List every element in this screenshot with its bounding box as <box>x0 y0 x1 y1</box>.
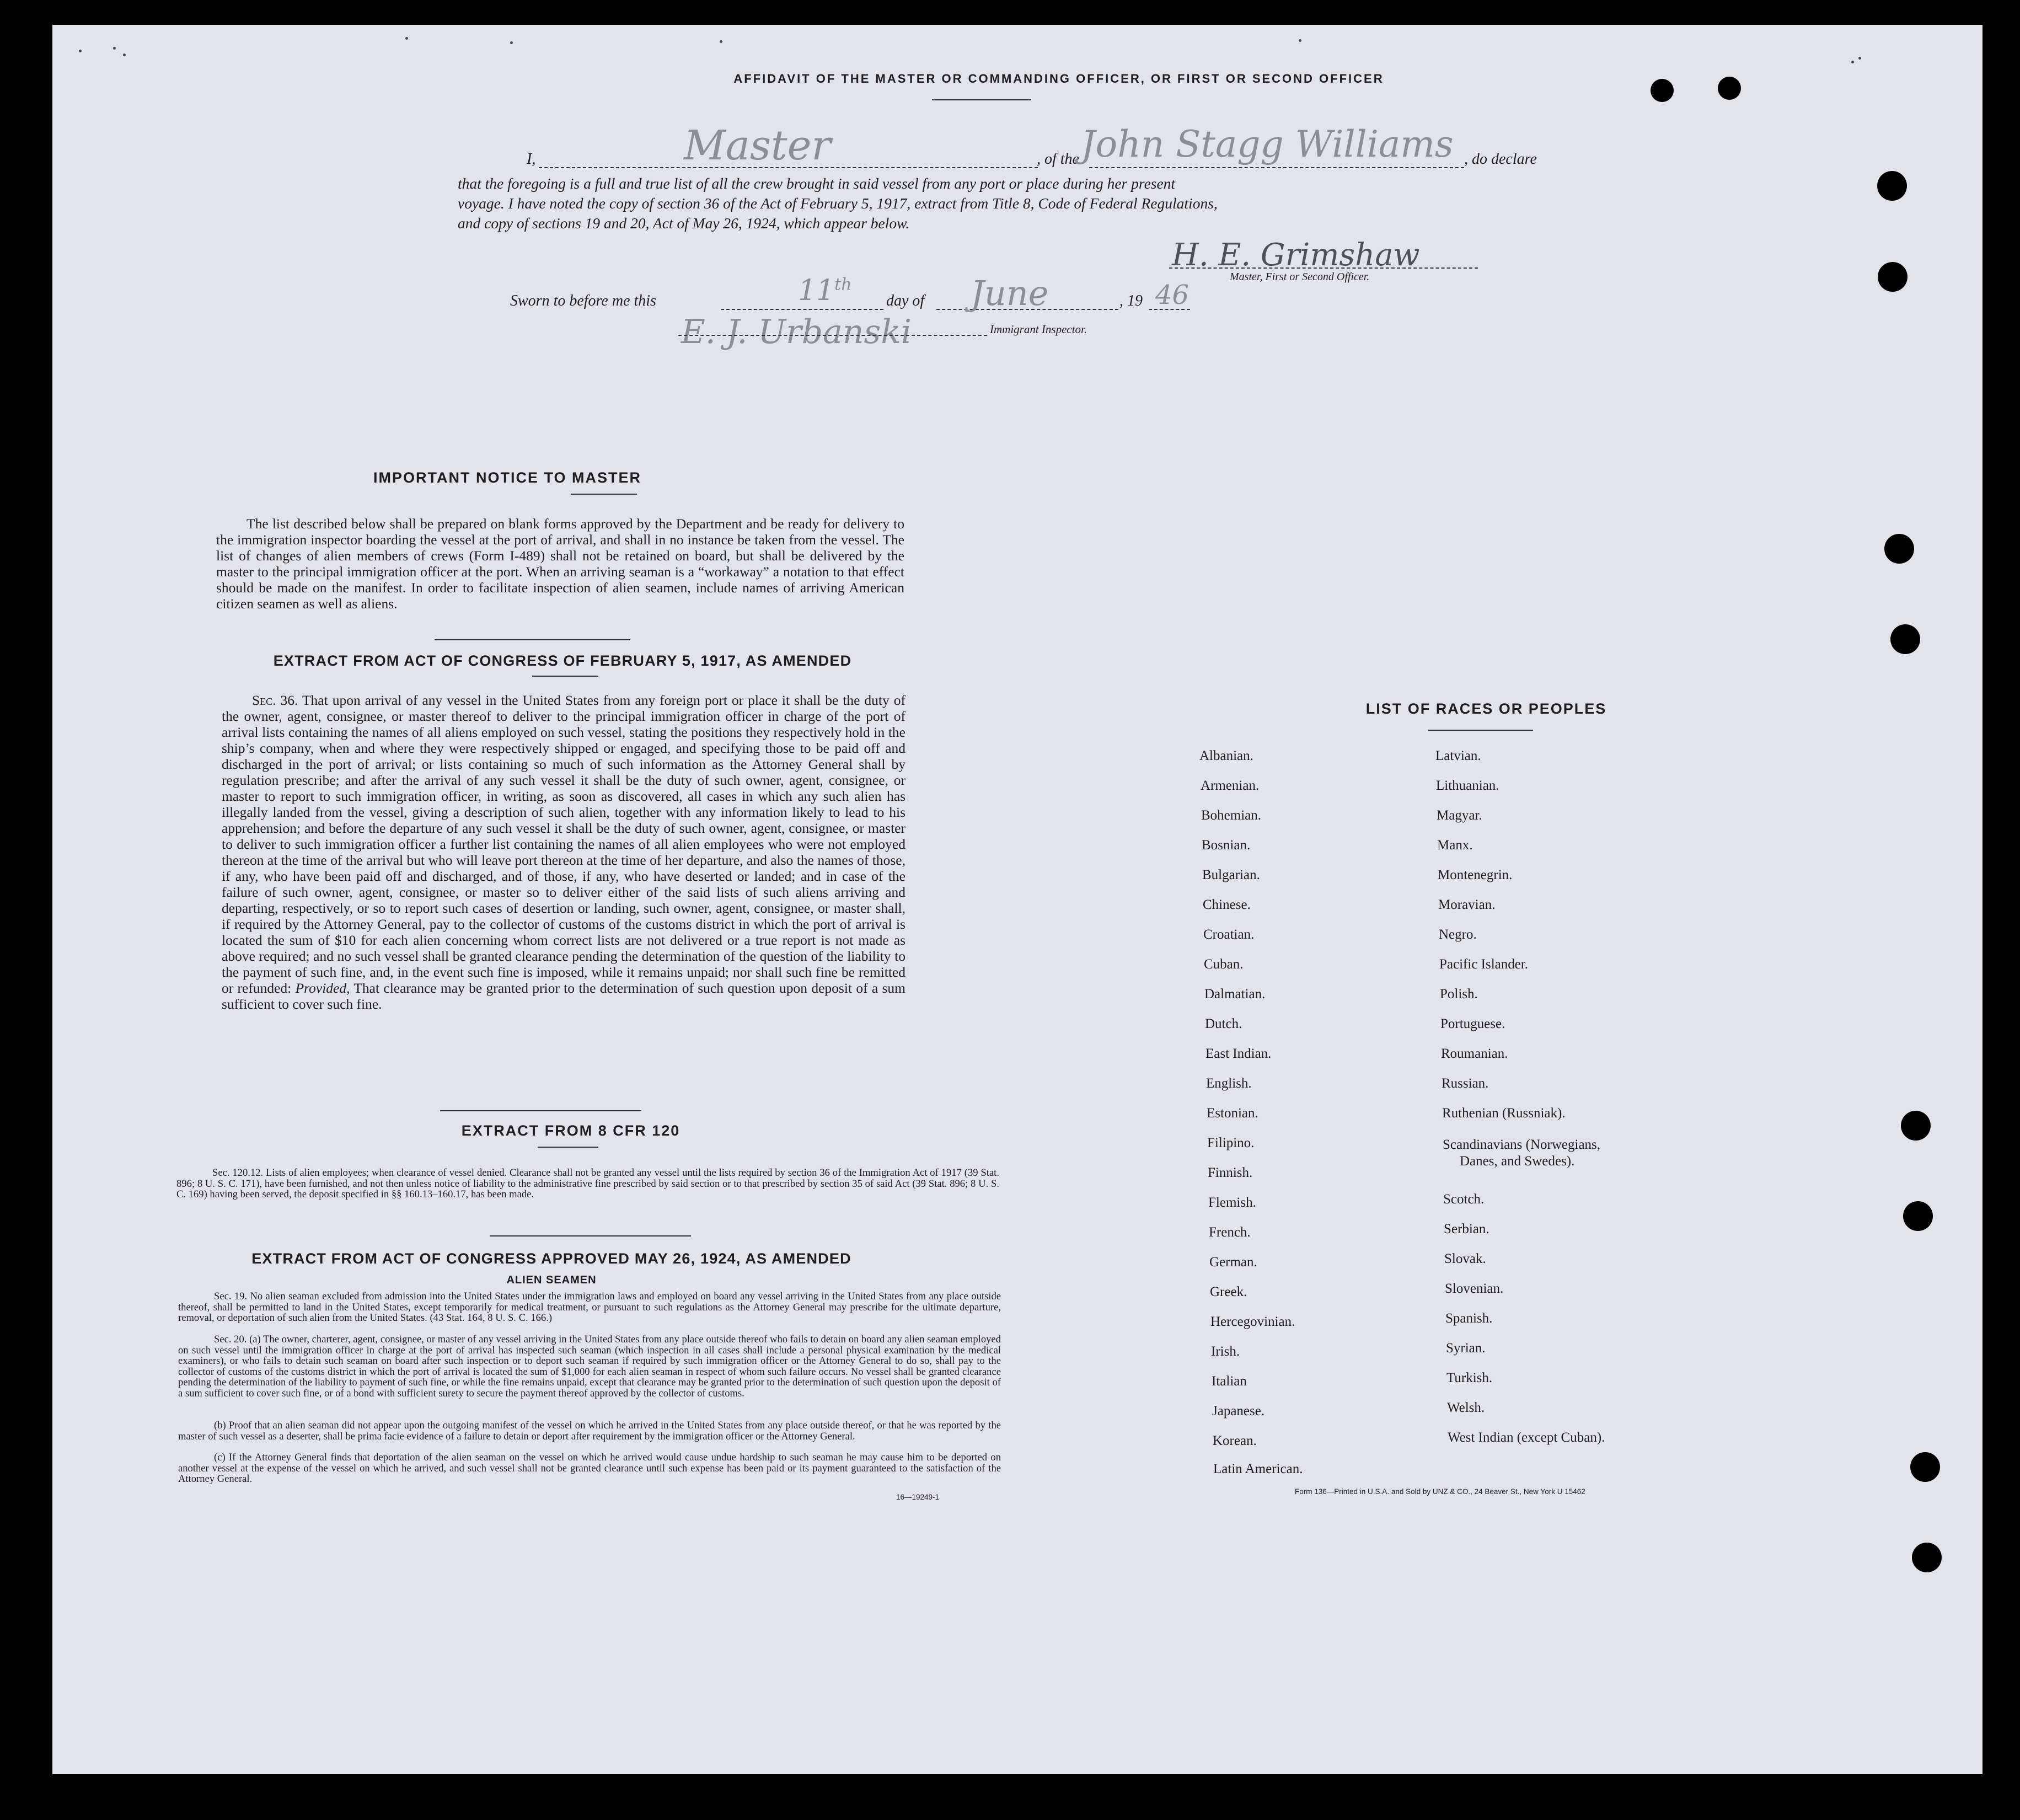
race-item: Armenian. <box>1201 778 1260 793</box>
officer-signature: H. E. Grimshaw <box>1172 237 1420 273</box>
race-item: West Indian (except Cuban). <box>1448 1430 1605 1445</box>
race-item: Finnish. <box>1208 1165 1253 1180</box>
race-item: Turkish. <box>1446 1371 1493 1385</box>
day-blank <box>721 309 883 310</box>
extract-cfr-separator <box>490 1235 691 1236</box>
officer-signature-line <box>1169 267 1478 269</box>
affidavit-title-rule <box>932 99 1031 100</box>
punch-hole <box>1651 79 1674 102</box>
dust-speck <box>1299 39 1301 42</box>
race-item: Ruthenian (Russniak). <box>1442 1106 1566 1121</box>
race-item: Italian <box>1212 1374 1247 1389</box>
affidavit-text-line-2: voyage. I have noted the copy of section 36 of the Act of February 5, 1917, extract from Title 8, Code of Federal Regulations, <box>458 195 1218 212</box>
race-item: Negro. <box>1439 927 1477 942</box>
form-footer: Form 136—Printed in U.S.A. and Sold by UNZ & CO., 24 Beaver St., New York U 15462 <box>1295 1487 1585 1496</box>
race-item: German. <box>1209 1255 1257 1270</box>
notice-title-rule <box>571 494 637 495</box>
punch-hole <box>1901 1111 1931 1141</box>
race-item: Slovenian. <box>1445 1281 1504 1296</box>
vessel-blank <box>1089 167 1464 168</box>
handwritten-day <box>798 274 852 307</box>
race-item: Cuban. <box>1204 957 1244 972</box>
race-item: Pacific Islander. <box>1439 957 1529 972</box>
race-item: Magyar. <box>1437 808 1482 823</box>
race-item: Dalmatian. <box>1204 987 1266 1002</box>
inspector-signature-line <box>678 335 987 336</box>
officer-signature-caption: Master, First or Second Officer. <box>1230 271 1370 283</box>
punch-hole <box>1912 1543 1942 1572</box>
race-item: Lithuanian. <box>1436 778 1499 793</box>
dust-speck <box>720 40 722 43</box>
race-item: Bohemian. <box>1201 808 1262 823</box>
section-36-text-b: That clearance may be granted prior to the determination of such question upon deposit of a sum sufficient to cover such fine. <box>222 980 906 1012</box>
race-item: Bulgarian. <box>1202 868 1260 882</box>
race-item: Estonian. <box>1207 1106 1258 1121</box>
race-item: Dutch. <box>1205 1016 1242 1031</box>
extract-1924-section-20c: (c) If the Attorney General finds that deportation of the alien seaman on the vessel on which he arrived would cause undue hardship to such seaman he may cause him to be deported on another vessel at the expense of the vessel on which he arrived, and such vessel shall not be granted clearance until such expense has been paid or its payment guaranteed to the satisfaction of the Attorney General. <box>178 1452 1001 1485</box>
notice-separator <box>435 639 630 640</box>
race-item: Portuguese. <box>1440 1016 1505 1031</box>
day-of-label: day of <box>886 292 925 309</box>
race-item: Danes, and Swedes). <box>1460 1154 1575 1169</box>
race-item: Hercegovinian. <box>1210 1314 1295 1329</box>
inspector-caption: Immigrant Inspector. <box>990 323 1087 336</box>
affidavit-i-label: I, <box>527 151 536 168</box>
race-item: Latvian. <box>1435 748 1481 763</box>
handwritten-vessel-name: John Stagg Williams <box>1081 123 1454 165</box>
extract-1917-section-36 <box>222 692 905 1012</box>
extract-1917-separator <box>440 1110 641 1111</box>
dust-speck <box>1851 61 1854 63</box>
section-36-text-a: That upon arrival of any vessel in the United States from any foreign port or place it shall be the duty of the owner, agent, consignee, or master thereof to deliver to the principal immigration officer in charge of the port of arrival lists containing the names of all aliens employed on such vessel, stating the positions they respectively hold in the ship’s company, when and where they were respectively shipped or engaged, and specifying those to be paid off and discharged in the port of arrival; or lists containing so much of such information as the Attorney General shall by regulation prescribe; and after the arrival of any such vessel it shall be the duty of such owner, agent, consignee, or master to report to such immigration officer, in writing, as soon as discovered, all cases in which any such alien has illegally landed from the vessel, giving a description of such alien, together with any information likely to lead to his apprehension; and before the departure of any such vessel it shall be the duty of such owner, agent, consignee, or master to deliver to such immigration officer a further list containing the names of all alien employees who were not employed thereon at the time of the arrival but who will leave port thereon at the time of her departure, and also the names of those, if any, who have been paid off and discharged, and of those, if any, who have deserted or landed; and in case of the failure of such owner, agent, consignee, or master so to deliver either of the said lists of such aliens arriving and departing, respectively, or so to report such cases of desertion or landing, such owner, agent, consignee, or master shall, if required by the Attorney General, pay to the collector of customs of the customs district in which the port of arrival is located the sum of $10 for each alien concerning whom correct lists are not delivered or a true report is not made as above required; and no such vessel shall be granted clearance pending the determination of the question of the liability to the payment of such fine, and, in the event such fine is imposed, while it remains unpaid; nor shall such fine be remitted or refunded: <box>222 692 905 996</box>
punch-hole <box>1890 624 1920 654</box>
notice-title: IMPORTANT NOTICE TO MASTER <box>373 469 641 486</box>
dust-speck <box>113 47 116 50</box>
punch-hole <box>1718 77 1741 100</box>
dust-speck <box>79 50 82 52</box>
provided-word: Provided, <box>295 980 350 996</box>
race-item: Manx. <box>1437 838 1473 853</box>
inspector-signature: E. J. Urbanski <box>681 313 912 351</box>
sworn-label: Sworn to before me this <box>510 292 656 309</box>
race-item: Bosnian. <box>1202 838 1251 853</box>
dust-speck <box>405 37 408 40</box>
race-item: Chinese. <box>1203 897 1251 912</box>
extract-cfr-text: Sec. 120.12. Lists of alien employees; when clearance of vessel denied. Clearance shall not be granted any vessel until the lists required by section 36 of the Immigration Act of 1917 (39 Stat. 896; 8 U. S. C. 171), have been furnished, and not then unless notice of liability to the administrative fine prescribed by said section or to that prescribed by section 35 of said Act (39 Stat. 896; 8 U. S. C. 169) having been served, the deposit specified in §§ 160.13–160.17, has been made. <box>176 1167 999 1200</box>
notice-text: The list described below shall be prepared on blank forms approved by the Department and be ready for delivery to the immigration inspector boarding the vessel at the port of arrival, and shall in no instance be taken from the vessel. The list of changes of alien members of crews (Form I-489) shall not be retained on board, but shall be delivered by the master to the principal immigration officer at the port. When an arriving seaman is a “workaway” a notation to that effect should be made on the manifest. In order to facilitate inspection of alien seamen, include names of arriving American citizen seamen as well as aliens. <box>216 516 904 612</box>
affidavit-text-line-3: and copy of sections 19 and 20, Act of May 26, 1924, which appear below. <box>458 215 910 232</box>
race-item: Albanian. <box>1199 748 1253 763</box>
punch-hole <box>1903 1201 1933 1231</box>
affidavit-do-declare-label: , do declare <box>1464 151 1537 168</box>
races-title: LIST OF RACES OR PEOPLES <box>1365 700 1607 717</box>
punch-hole <box>1884 534 1914 564</box>
race-item: Korean. <box>1213 1433 1257 1448</box>
form-code: 16—19249-1 <box>896 1493 940 1501</box>
punch-hole <box>1878 262 1908 292</box>
race-item: Moravian. <box>1438 897 1496 912</box>
handwritten-day-suffix: th <box>834 275 852 295</box>
extract-cfr-title-rule <box>538 1147 598 1148</box>
race-item: Slovak. <box>1444 1251 1486 1266</box>
extract-1917-title-rule <box>532 676 598 677</box>
punch-hole <box>1877 171 1907 201</box>
punch-hole <box>1910 1452 1940 1482</box>
year-prefix-label: , 19 <box>1119 292 1143 309</box>
handwritten-rank: Master <box>684 122 831 169</box>
handwritten-year: 46 <box>1155 280 1190 311</box>
race-item: Irish. <box>1211 1344 1240 1359</box>
races-title-rule <box>1428 730 1533 731</box>
race-item: Roumanian. <box>1441 1046 1508 1061</box>
race-item: Montenegrin. <box>1438 868 1513 882</box>
dust-speck <box>510 41 513 44</box>
document-page <box>52 25 1983 1774</box>
race-item: Welsh. <box>1447 1400 1485 1415</box>
extract-1924-section-20a: Sec. 20. (a) The owner, charterer, agent, consignee, or master of any vessel arriving in the United States from any place outside thereof who fails to detain on board any alien seaman employed on such vessel until the immigration officer in charge at the port of arrival has inspected such seaman (which inspection in all cases shall include a personal physical examination by the medical examiners), or who fails to detain such seaman on board after such inspection or to deport such seaman if required by such immigration officer or the Attorney General to do so, shall pay to the collector of customs of the customs district in which the port of arrival is located the sum of $1,000 for each alien seaman in respect of whom such failure occurs. No vessel shall be granted clearance pending the determination of the liability to payment of such fine, or while the fine remains unpaid, except that clearance may be granted prior to the determination of such question upon the deposit of a sum sufficient to cover such fine, or of a bond with sufficient surety to secure the payment thereof approved by the collector of customs. <box>178 1334 1001 1399</box>
race-item: Flemish. <box>1208 1195 1256 1210</box>
race-item: East Indian. <box>1205 1046 1272 1061</box>
race-item: Japanese. <box>1212 1404 1265 1418</box>
race-item: English. <box>1206 1076 1252 1091</box>
extract-1924-section-20b: (b) Proof that an alien seaman did not appear upon the outgoing manifest of the vessel on which he arrived in the United States from any place outside thereof, or that he was reported by the master of such vessel as a deserter, shall be prima facie evidence of a failure to detain or deport after requirement by the immigration officer or the Attorney General. <box>178 1420 1001 1442</box>
race-item: Scandinavians (Norwegians, <box>1443 1137 1601 1152</box>
extract-1917-title: EXTRACT FROM ACT OF CONGRESS OF FEBRUARY 5, 1917, AS AMENDED <box>273 652 852 669</box>
extract-cfr-title: EXTRACT FROM 8 CFR 120 <box>461 1122 681 1139</box>
extract-1924-section-19: Sec. 19. No alien seaman excluded from admission into the United States under the immigration laws and employed on board any vessel arriving in the United States from any place outside thereof, shall be permitted to land in the United States, except temporarily for medical treatment, or pursuant to such regulations as the Attorney General may prescribe for the ultimate departure, removal, or deportation of such alien from the United States. (43 Stat. 164, 8 U. S. C. 166.) <box>178 1291 1001 1324</box>
handwritten-day-number: 11 <box>798 274 835 307</box>
dust-speck <box>1858 57 1861 60</box>
race-item: Serbian. <box>1444 1222 1489 1236</box>
extract-1924-subtitle: ALIEN SEAMEN <box>506 1274 597 1286</box>
affidavit-title: AFFIDAVIT OF THE MASTER OR COMMANDING OFFICER, OR FIRST OR SECOND OFFICER <box>733 72 1384 85</box>
handwritten-month: June <box>971 273 1049 313</box>
race-item: Scotch. <box>1443 1192 1485 1207</box>
race-item: Latin American. <box>1213 1462 1303 1476</box>
extract-1924-title: EXTRACT FROM ACT OF CONGRESS APPROVED MAY 26, 1924, AS AMENDED <box>251 1250 851 1267</box>
affidavit-text-line-1: that the foregoing is a full and true list of all the crew brought in said vessel from any port or place during her present <box>458 175 1176 192</box>
race-item: Syrian. <box>1446 1341 1486 1356</box>
race-item: Spanish. <box>1445 1311 1493 1326</box>
race-item: Russian. <box>1442 1076 1489 1091</box>
race-item: Polish. <box>1440 987 1478 1002</box>
affidavit-of-the-label: , of the <box>1037 151 1079 168</box>
race-item: Croatian. <box>1203 927 1255 942</box>
section-36-label: Sec. 36. <box>252 692 298 708</box>
dust-speck <box>123 53 126 56</box>
race-item: Filipino. <box>1207 1136 1255 1150</box>
race-item: French. <box>1209 1225 1251 1240</box>
race-item: Greek. <box>1210 1284 1247 1299</box>
